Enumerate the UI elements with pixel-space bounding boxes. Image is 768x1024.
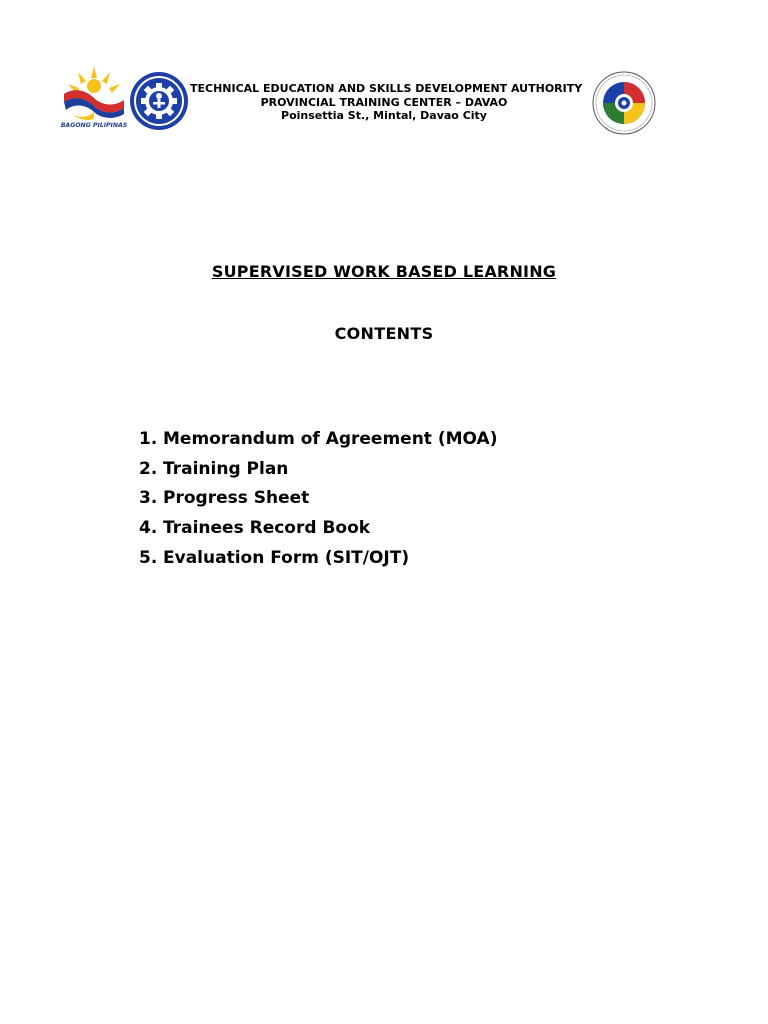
bagong-pilipinas-logo (58, 64, 130, 130)
header-text-block (190, 82, 583, 123)
item-label: Memorandum of Agreement (MOA) (163, 429, 498, 449)
contents-item (139, 458, 497, 488)
contents-list (139, 428, 497, 576)
center-address: Poinsettia St., Mintal, Davao City (281, 109, 487, 122)
document-title: SUPERVISED WORK BASED LEARNING (211, 262, 557, 281)
item-label: Evaluation Form (SIT/OJT) (163, 547, 410, 568)
item-number: 3. (139, 488, 158, 509)
item-number: 1. (139, 429, 158, 449)
contents-item (139, 517, 497, 547)
contents-heading: CONTENTS (334, 324, 434, 343)
item-label: Training Plan (163, 458, 289, 479)
center-name: PROVINCIAL TRAINING CENTER – DAVAO (260, 95, 508, 109)
item-label: Progress Sheet (163, 488, 310, 509)
document-header (0, 0, 768, 150)
bagong-pilipinas-caption: BAGONG PILIPINAS (60, 122, 128, 129)
agency-name: TECHNICAL EDUCATION AND SKILLS DEVELOPMENT AUTHORITY (190, 82, 583, 95)
provincial-training-center-seal-logo (592, 71, 656, 135)
item-label: Trainees Record Book (163, 518, 371, 539)
contents-item (139, 487, 497, 517)
item-number: 2. (139, 458, 158, 479)
contents-item (139, 428, 497, 458)
item-number: 5. (139, 547, 158, 568)
tesda-seal-logo (129, 71, 189, 131)
item-number: 4. (139, 518, 158, 539)
contents-item (139, 547, 497, 577)
